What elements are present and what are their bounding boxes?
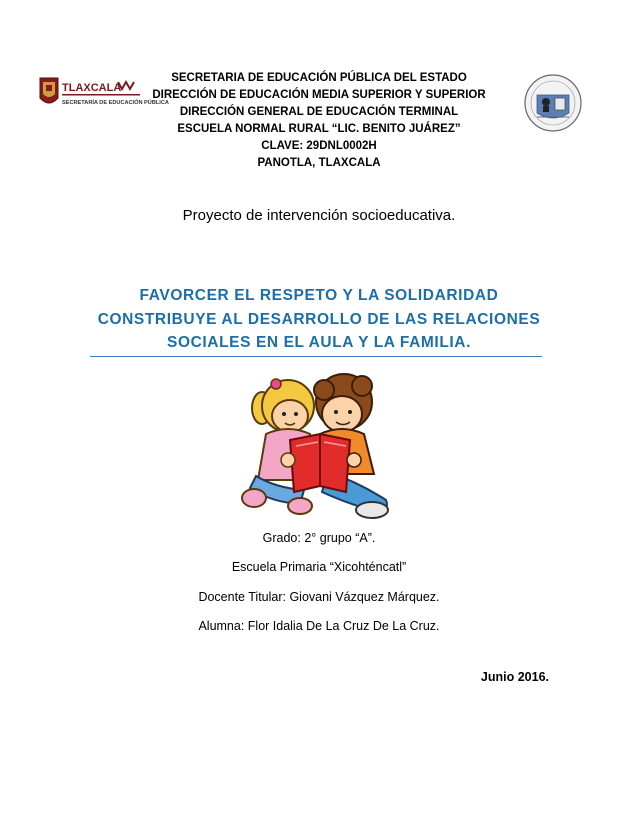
document-date: Junio 2016. [480,670,549,684]
document-title [60,284,578,355]
header-line-6: PANOTLA, TLAXCALA [257,157,381,169]
title-line-1: FAVORCER EL RESPETO Y LA SOLIDARIDAD [139,287,499,304]
header-line-5: CLAVE: 29DNL0002H [261,140,377,152]
grade-text: Grado: 2° grupo “A”. [262,531,376,545]
student-text: Alumna: Flor Idalia De La Cruz De La Cruz. [198,619,440,633]
document-subtitle: Proyecto de intervención socioeducativa. [182,207,456,224]
logo-left-title: TLAXCALA [62,82,122,94]
title-divider [90,356,542,357]
school-crest-logo [523,73,583,133]
title-line-2: CONSTRIBUYE AL DESARROLLO DE LAS RELACIONES [97,310,541,328]
children-reading-illustration [236,364,402,522]
header-line-2: DIRECCIÓN DE EDUCACIÓN MEDIA SUPERIOR Y SUPERIOR [152,89,486,101]
header-line-1: SECRETARIA DE EDUCACIÓN PÚBLICA DEL ESTADO [171,72,467,84]
institution-header [110,70,528,172]
school-text: Escuela Primaria “Xicohténcatl” [231,560,407,574]
logo-left-subtitle: SECRETARÍA DE EDUCACIÓN PÚBLICA [62,100,169,106]
header-line-4: ESCUELA NORMAL RURAL “LIC. BENITO JUÁREZ” [177,123,461,135]
teacher-text: Docente Titular: Giovani Vázquez Márquez. [198,590,440,604]
title-line-3: SOCIALES EN EL AULA Y LA FAMILIA. [167,334,471,351]
header-line-3: DIRECCIÓN GENERAL DE EDUCACIÓN TERMINAL [179,106,459,118]
